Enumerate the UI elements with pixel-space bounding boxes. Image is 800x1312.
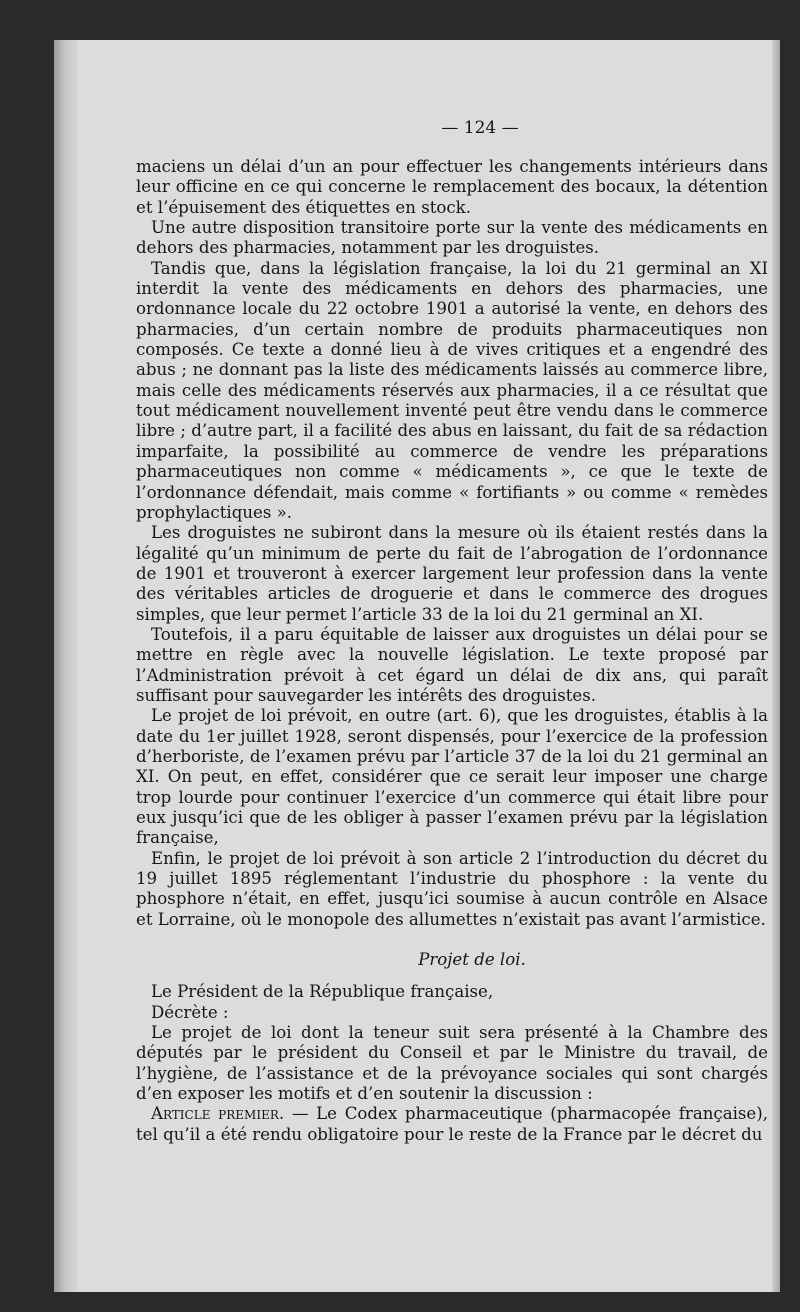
paragraph-3: Tandis que, dans la législation française, la loi du 21 germinal an XI interdit la vente des médicaments en dehors des pharmacies, une ordonnance locale du 22 octobre 1901 a autorisé la vente, en dehors des pharmacies, d’un certain nombre de produits pharmaceutiques non composés. Ce texte a donné lieu à de vives critiques et a engendré des abus ; ne donnant pas la liste des médicaments laissés au commerce libre, mais celle des médicaments réservés aux pharmacies, il a ce résultat que tout médicament nouvellement inventé peut être vendu dans le commerce libre ; d’autre part, il a facilité des abus en laissant, du fait de sa rédaction imparfaite, la possibilité au commerce de vendre les préparations pharmaceutiques non comme « médicaments », ce que le texte de l’ordonnance défendait, mais comme « fortifiants » ou comme « remèdes prophylactiques ». (136, 258, 768, 522)
page-edge-shadow (772, 40, 780, 1292)
paragraph-5: Toutefois, il a paru équitable de laisser aux droguistes un délai pour se mettre en règle avec la nouvelle législation. Le texte proposé par l’Administration prévoit à cet égard un délai de dix ans, qui paraît suffisant pour sauvegarder les intérêts des droguistes. (136, 624, 768, 705)
decree-line-2: Décrète : (151, 1002, 229, 1022)
paragraph-2: Une autre disposition transitoire porte sur la vente des médicaments en dehors des pharmacies, notamment par les droguistes. (136, 218, 768, 258)
article-label: Article premier. (151, 1104, 285, 1124)
decree-body: Le projet de loi dont la teneur suit sera présenté à la Chambre des députés par le président du Conseil et par le Ministre du travail, de l’hygiène, de l’assistance et de la prévoyance sociales qui sont chargés d’en exposer les motifs et d’en soutenir la discussion : (136, 1023, 768, 1104)
article-premier (136, 1104, 768, 1145)
page-number: — 124 — (441, 118, 519, 138)
section-heading: Projet de loi. (418, 950, 526, 970)
paragraph-4: Les droguistes ne subiront dans la mesure où ils étaient restés dans la légalité qu’un minimum de perte du fait de l’abrogation de l’ordonnance de 1901 et trouveront à exercer largement leur profession dans la vente des véritables articles de droguerie et dans le commerce des drogues simples, que leur permet l’article 33 de la loi du 21 germinal an XI. (136, 523, 768, 624)
paragraph-6: Le projet de loi prévoit, en outre (art. 6), que les droguistes, établis à la date du 1er juillet 1928, seront dispensés, pour l’exercice de la profession d’herboriste, de l’examen prévu par l’article 37 de la loi du 21 germinal an XI. On peut, en effet, considérer que ce serait leur imposer une charge trop lourde pour continuer l’exercice d’un commerce qui était libre pour eux jusqu’ici que de les obliger à passer l’examen prévu par la législation française, (136, 706, 768, 848)
decree-line-1: Le Président de la République française, (151, 982, 494, 1002)
article-text: — Le Codex pharmaceutique (pharmacopée française), tel qu’il a été rendu obligatoire pour le reste de la France par le décret du (136, 1104, 768, 1144)
page-gutter (54, 40, 78, 1292)
paragraph-7: Enfin, le projet de loi prévoit à son article 2 l’introduction du décret du 19 juillet 1895 réglementant l’industrie du phosphore : la vente du phosphore n’était, en effet, jusqu’ici soumise à aucun contrôle en Alsace et Lorraine, où le monopole des allumettes n’existait pas avant l’armistice. (136, 848, 768, 929)
page-body (136, 115, 768, 1145)
paragraph-1: maciens un délai d’un an pour effectuer les changements intérieurs dans leur officine en ce qui concerne le remplacement des bocaux, la détention et l’épuisement des étiquettes en stock. (136, 157, 768, 217)
